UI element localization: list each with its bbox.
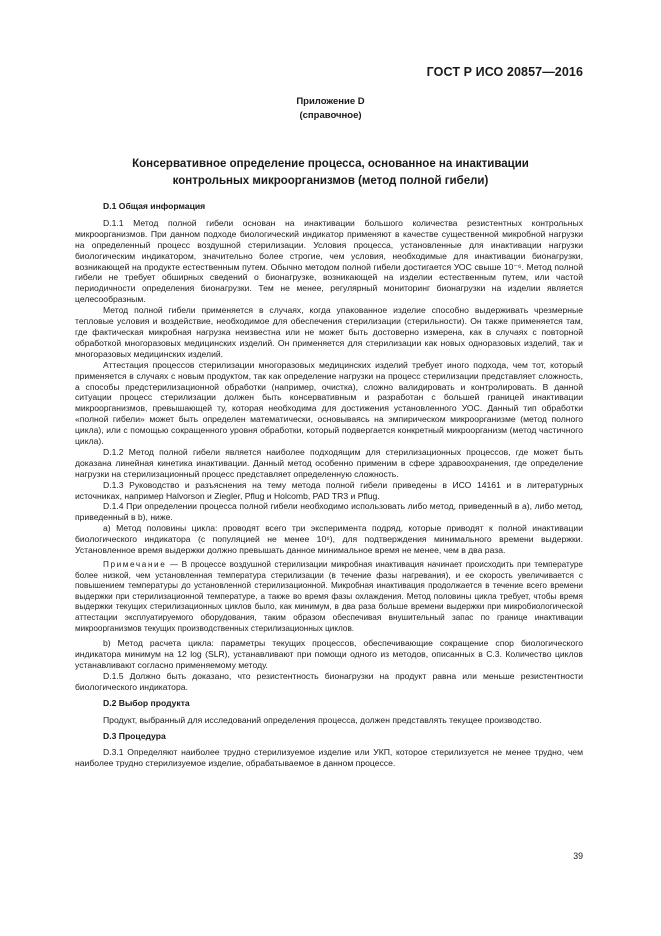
note	[75, 560, 583, 634]
standard-header: ГОСТ Р ИСО 20857—2016	[426, 65, 583, 79]
annex-type: (справочное)	[299, 110, 362, 121]
annex-title: Приложение D	[296, 96, 365, 107]
section-heading-d2: D.2 Выбор продукта	[103, 697, 190, 708]
paragraph: Метод полной гибели применяется в случаях, когда упакованное изделие способно выдерживать чрезмерные тепловые условия и воздействие, необходимое для обеспечения стерилизации (стерильности). Он также применяется там, где фактическая микробная нагрузка неизвестна или не может быть достоверно измерена, как в случаях с повторной обработкой многоразовых медицинских изделий. Он применяется для стерилизации как новых одноразовых изделий, так и многоразовых медицинских изделий.	[75, 305, 583, 359]
paragraph-d1-4: D.1.4 При определении процесса полной гибели необходимо использовать либо метод, приведенный в а), либо метод, приведенный в b), ниже.	[75, 501, 583, 523]
paragraph-d1-3: D.1.3 Руководство и разъяснения на тему метода полной гибели приведены в ИСО 14161 и в литературных источниках, например Halvorson и Ziegler, Pflug и Holcomb, PAD TR3 и Pflug.	[75, 479, 583, 501]
section-heading-d1: D.1 Общая информация	[103, 201, 206, 211]
list-item-b: b) Метод расчета цикла: параметры текущих процессов, обеспечивающие сокращение спор биологического индикатора минимум на 12 log (SLR), устанавливают при помощи одного из методов, описанных в С.3. Количество циклов устанавливают согласно применяемому методу.	[75, 638, 583, 670]
note-label: Примечание	[103, 560, 167, 569]
annex-heading	[0, 95, 661, 123]
paragraph-d3-1: D.3.1 Определяют наиболее трудно стерилизуемое изделие или УКП, которое стерилизуется не менее трудно, чем наиболее трудно стерилизуемое изделие, обрабатываемое в данном процессе.	[75, 747, 583, 769]
paragraph-d1-2: D.1.2 Метод полной гибели является наиболее подходящим для стерилизационных процессов, где может быть доказана линейная кинетика инактивации. Данный метод особенно применим в сфере здравоохранения, где определение нагрузки на стерилизационный процесс представляет определенную сложность.	[75, 446, 583, 479]
list-item-a: a) Метод половины цикла: проводят всего три эксперимента подряд, которые приводят к полной инактивации биологического индикатора (с популяцией не менее 10⁶), для подтверждения минимального времени выдержки. Установленное время выдержки должно превышать данное минимальное время не менее, чем в два раза.	[75, 523, 583, 556]
note-text: — В процессе воздушной стерилизации микробная инактивация начинает происходить при температуре более низкой, чем установленная температура стерилизации (в течение фазы нагревания), и ее скорость увеличивается с повышением температуры до установленной стерилизационной. Микробная инактивация продолжается в течение всего времени выдержки при стерилизационной температуре, а также во время фазы охлаждения. Метод половины цикла требует, чтобы время выдержки текущих стерилизационных циклов было, как минимум, в два раза больше времени выдержки при микробиологической аттестации эксплуатируемого оборудования, таким образом обеспечивая внушительный запас по границе инактивации микроорганизмов текущих производственных стерилизационных циклов.	[75, 560, 583, 633]
paragraph-d1-1: D.1.1 Метод полной гибели основан на инактивации большого количества резистентных контрольных микроорганизмов. При данном подходе биологический индикатор применяют в качестве существенной микробной нагрузки на определенный процесс воздушной стерилизации. Условия процесса, установленные для инактивации нагрузки биологическим индикатором, значительно более строгие, чем условия, необходимые для инактивации бионагрузки, возникающей на продукте естественным путем. Обычно методом полной гибели достигается УОС свыше 10⁻⁶. Метод полной гибели не требует обширных сведений о бионагрузке, возникающей на изделии естественным путем, или частой периодичности определения бионагрузки. Тем не менее, регулярный мониторинг бионагрузки на изделии является целесообразным.	[75, 217, 583, 305]
page-number: 39	[573, 851, 583, 861]
paragraph: Продукт, выбранный для исследований определения процесса, должен представлять текущее производство.	[103, 714, 542, 725]
title-line-1: Консервативное определение процесса, основанное на инактивации	[132, 158, 529, 170]
section-heading-d3: D.3 Процедура	[103, 730, 166, 741]
paragraph: Аттестация процессов стерилизации многоразовых медицинских изделий требует иного подхода, чем тот, который применяется в случаях с новым продуктом, так как определение нагрузки на процесс стерилизации представляет сложность, а способы предстерилизационной обработки (например, очистка), сложно валидировать и контролировать. В данной ситуации процесс стерилизации должен быть консервативным и разработан с большей границей инактивации микроорганизмов, превышающей ту, которая необходима для достижения установленного УОС. Данный тип обработки «полной гибели» может быть определен математически, основываясь на эмпирическом микроорганизме (метод полного цикла), или с помощью сокращенного уровня обработки, который подвергается конкретный микроорганизм (метод частичного цикла).	[75, 359, 583, 447]
document-body	[75, 201, 583, 769]
title-line-2: контрольных микроорганизмов (метод полной гибели)	[172, 175, 489, 187]
paragraph-d1-5: D.1.5 Должно быть доказано, что резистентность бионагрузки на продукт равна или меньше резистентности биологического индикатора.	[75, 670, 583, 692]
document-title	[0, 156, 661, 190]
